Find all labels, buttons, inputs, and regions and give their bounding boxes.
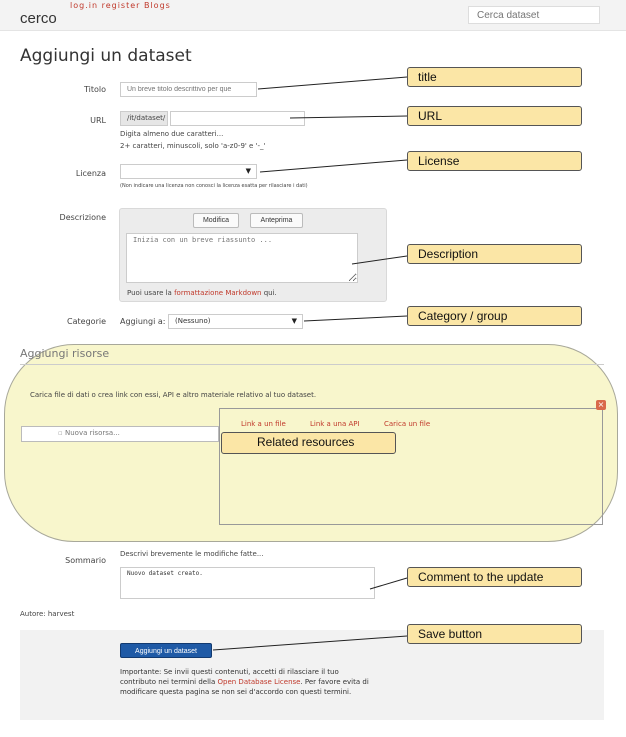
category-label: Categorie	[67, 317, 106, 326]
callout-save: Save button	[407, 624, 582, 644]
close-icon[interactable]: ×	[597, 400, 605, 409]
license-label: Licenza	[75, 169, 106, 178]
odbl-link[interactable]: Open Database License	[217, 678, 301, 686]
description-label: Descrizione	[59, 213, 106, 222]
category-value: (Nessuno)	[175, 317, 211, 325]
summary-prompt: Descrivi brevemente le modifiche fatte...	[120, 550, 264, 558]
page-title: Aggiungi un dataset	[20, 46, 192, 66]
markdown-hint-suffix: qui.	[261, 289, 277, 297]
site-logo[interactable]: cerco	[20, 10, 57, 27]
comment-connector	[370, 578, 407, 589]
resources-heading: Aggiungi risorse	[20, 347, 110, 360]
new-resource-label: Nuova risorsa...	[64, 429, 120, 437]
url-hint: Digita almeno due caratteri...	[120, 130, 224, 138]
tab-edit[interactable]: Modifica	[193, 213, 239, 228]
callout-resources: Related resources	[221, 432, 396, 454]
title-label: Titolo	[83, 85, 106, 94]
chevron-down-icon: ▼	[245, 167, 251, 175]
callout-url: URL	[407, 106, 582, 126]
callout-category: Category / group	[407, 306, 582, 326]
category-add-label: Aggiungi a:	[120, 317, 166, 326]
upload-file-link[interactable]: Carica un file	[384, 420, 431, 428]
url-prefix: /it/dataset/	[120, 111, 168, 126]
callout-license: License	[407, 151, 582, 171]
url-label: URL	[90, 116, 106, 125]
callout-title: title	[407, 67, 582, 87]
license-connector	[260, 160, 407, 172]
summary-label: Sommario	[65, 556, 106, 565]
url-connector	[290, 116, 407, 118]
top-nav-links[interactable]: log.in register Blogs	[70, 1, 171, 10]
callout-description: Description	[407, 244, 582, 264]
title-connector	[258, 77, 407, 89]
link-to-api[interactable]: Link a una API	[310, 420, 360, 428]
resources-intro: Carica file di dati o crea link con essi, API e altro materiale relativo al tuo dataset.	[30, 391, 317, 399]
save-connector	[213, 636, 407, 650]
category-connector	[304, 316, 407, 321]
markdown-hint-prefix: Puoi usare la	[127, 289, 175, 297]
notice-text-1: Importante: Se invii questi contenuti, accetti di rilasciare il tuo contributo nei termini della	[120, 668, 339, 686]
callout-comment: Comment to the update	[407, 567, 582, 587]
description-connector	[352, 256, 407, 264]
notice-text-2: . Per favore evita di modificare questa pagina se non sei d'accordo con questi termini.	[120, 678, 369, 696]
author-line: Autore: harvest	[20, 610, 75, 618]
url-rules-hint: 2+ caratteri, minuscoli, solo 'a-z0-9' e '-_'	[120, 142, 266, 150]
tab-preview[interactable]: Anteprima	[250, 213, 303, 228]
link-to-file[interactable]: Link a un file	[241, 420, 286, 428]
chevron-down-icon: ▼	[291, 317, 297, 325]
file-icon: ▫	[58, 429, 63, 437]
markdown-link[interactable]: formattazione Markdown	[174, 289, 262, 297]
license-note: (Non indicare una licenza non conosci la licenza esatta per rilasciare i dati)	[120, 183, 308, 189]
save-button[interactable]: Aggiungi un dataset	[120, 643, 212, 658]
